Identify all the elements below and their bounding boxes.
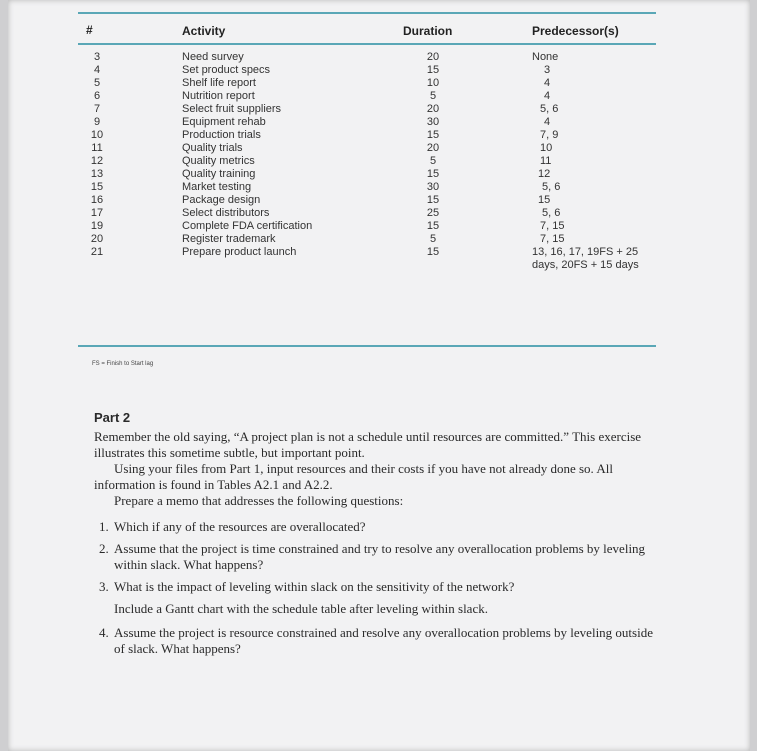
row-activity: Quality training	[182, 168, 256, 180]
row-duration: 15	[426, 168, 440, 180]
row-activity: Production trials	[182, 129, 261, 141]
row-pred: 4	[544, 90, 551, 102]
row-num: 3	[93, 51, 101, 63]
row-num: 17	[90, 207, 104, 219]
row-duration: 5	[429, 90, 437, 102]
row-pred: None	[532, 51, 559, 63]
row-pred: 7, 15	[540, 233, 565, 245]
table-header-rule	[78, 43, 656, 45]
row-activity: Register trademark	[182, 233, 276, 245]
row-activity: Package design	[182, 194, 261, 206]
part-heading: Part 2	[94, 410, 131, 425]
row-activity: Market testing	[182, 181, 252, 193]
row-duration: 15	[426, 129, 440, 141]
row-pred: 13, 16, 17, 19FS + 25	[532, 246, 639, 258]
row-num: 20	[90, 233, 104, 245]
row-duration: 20	[426, 142, 440, 154]
header-duration: Duration	[403, 24, 453, 38]
column-duration	[413, 51, 453, 259]
paragraph: Prepare a memo that addresses the following questions:	[114, 493, 404, 508]
row-duration: 15	[426, 220, 440, 232]
row-duration: 5	[429, 233, 437, 245]
row-duration: 20	[426, 51, 440, 63]
row-duration: 30	[426, 116, 440, 128]
row-pred: 10	[540, 142, 553, 154]
row-duration: 15	[426, 64, 440, 76]
row-duration: 10	[426, 77, 440, 89]
row-num: 21	[90, 246, 104, 258]
row-duration: 15	[426, 246, 440, 258]
row-activity: Quality metrics	[182, 155, 255, 167]
row-pred: 3	[544, 64, 551, 76]
column-activity	[182, 51, 312, 259]
row-num: 12	[90, 155, 104, 167]
row-pred: 5, 6	[540, 103, 559, 115]
question-list-continued	[94, 625, 654, 657]
row-num: 5	[93, 77, 101, 89]
table-footnote: FS = Finish to Start lag	[92, 361, 154, 367]
row-num: 7	[93, 103, 101, 115]
row-pred: 7, 9	[540, 129, 559, 141]
row-num: 16	[90, 194, 104, 206]
question-item: 4. Assume the project is resource constrained and resolve any overallocation problems by leveling outside of slack. What happens?	[112, 625, 654, 657]
row-num: 10	[90, 129, 104, 141]
row-activity: Select distributors	[182, 207, 270, 219]
row-activity: Prepare product launch	[182, 246, 297, 258]
column-predecessors	[532, 51, 639, 272]
paragraph: Remember the old saying, “A project plan is not a schedule until resources are committed.” This exercise illustrates this sometime subtle, but important point.	[94, 429, 642, 460]
header-num: #	[86, 23, 93, 37]
row-pred: 7, 15	[540, 220, 565, 232]
row-duration: 15	[426, 194, 440, 206]
row-activity: Complete FDA certification	[182, 220, 313, 232]
row-pred: 4	[544, 116, 551, 128]
gantt-note: Include a Gantt chart with the schedule table after leveling within slack.	[114, 601, 488, 616]
row-activity: Quality trials	[182, 142, 243, 154]
row-num: 11	[91, 142, 103, 154]
row-num: 6	[93, 90, 101, 102]
question-item: 2. Assume that the project is time constrained and try to resolve any overallocation problems by leveling within slack. What happens?	[112, 541, 654, 573]
row-pred: 5, 6	[542, 181, 561, 193]
row-num: 19	[90, 220, 104, 232]
column-number	[86, 51, 108, 259]
table-bottom-rule	[78, 345, 656, 347]
row-activity: Nutrition report	[182, 90, 255, 102]
row-num: 9	[93, 116, 101, 128]
document-page	[8, 0, 750, 751]
row-activity: Select fruit suppliers	[182, 103, 282, 115]
row-pred: 4	[544, 77, 551, 89]
row-num: 15	[90, 181, 104, 193]
part2-section	[94, 410, 654, 663]
table-top-rule	[78, 12, 656, 14]
row-duration: 25	[426, 207, 440, 219]
header-activity: Activity	[182, 24, 226, 38]
row-pred-continuation: days, 20FS + 15 days	[532, 259, 639, 271]
header-predecessors: Predecessor(s)	[532, 24, 619, 38]
row-num: 13	[90, 168, 104, 180]
row-activity: Equipment rehab	[182, 116, 266, 128]
row-activity: Need survey	[182, 51, 244, 63]
question-list	[94, 519, 654, 595]
question-item: 1. Which if any of the resources are overallocated?	[112, 519, 654, 535]
row-activity: Set product specs	[182, 64, 271, 76]
paragraph: Using your files from Part 1, input resources and their costs if you have not already done so. All information is found in Tables A2.1 and A2.2.	[94, 461, 613, 492]
row-duration: 30	[426, 181, 440, 193]
question-item: 3. What is the impact of leveling within slack on the sensitivity of the network?	[112, 579, 654, 595]
row-num: 4	[93, 64, 101, 76]
row-duration: 20	[426, 103, 440, 115]
row-activity: Shelf life report	[182, 77, 256, 89]
row-pred: 5, 6	[542, 207, 561, 219]
row-duration: 5	[429, 155, 437, 167]
row-pred: 12	[538, 168, 551, 180]
row-pred: 15	[538, 194, 551, 206]
row-pred: 11	[540, 155, 552, 167]
